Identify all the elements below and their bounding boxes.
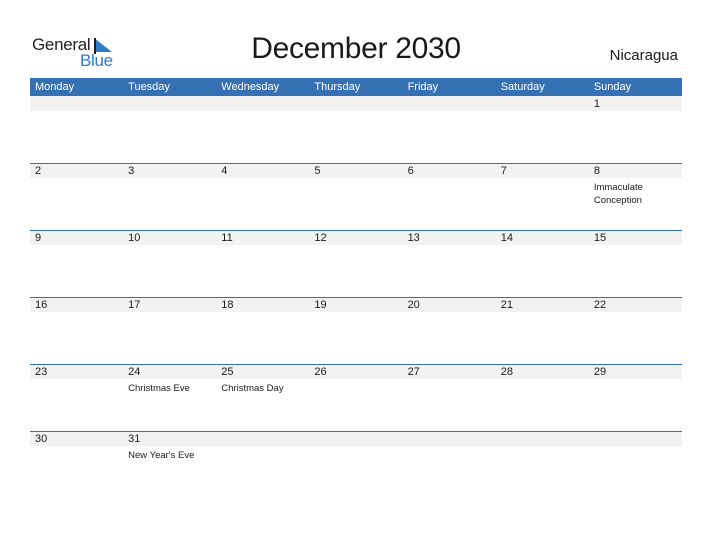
day-number: 19 xyxy=(314,299,327,311)
holiday-label: Christmas Eve xyxy=(128,383,190,394)
day-cell[interactable] xyxy=(589,163,682,230)
day-number: 24 xyxy=(128,366,141,378)
weekday-tuesday: Tuesday xyxy=(128,81,170,93)
holiday-label: Christmas Day xyxy=(221,383,284,394)
day-number: 29 xyxy=(593,366,607,378)
weekday-friday: Friday xyxy=(407,81,439,93)
day-number: 14 xyxy=(500,232,513,244)
day-cell[interactable] xyxy=(309,163,402,230)
day-number: 1 xyxy=(593,98,600,110)
day-cell[interactable] xyxy=(309,364,402,431)
day-number: 28 xyxy=(500,366,513,378)
day-number: 23 xyxy=(35,366,48,378)
weekday-monday: Monday xyxy=(35,81,75,93)
day-number: 22 xyxy=(593,299,607,311)
day-cell[interactable] xyxy=(403,230,496,297)
day-cell[interactable] xyxy=(403,364,496,431)
day-number: 8 xyxy=(593,165,600,177)
day-cell[interactable] xyxy=(123,364,216,431)
day-cell[interactable] xyxy=(216,96,309,163)
day-cell[interactable] xyxy=(123,431,216,498)
weekday-thursday: Thursday xyxy=(314,81,361,93)
day-cell[interactable] xyxy=(309,431,402,498)
week-cells xyxy=(30,163,682,230)
day-cell[interactable] xyxy=(403,297,496,364)
day-cell[interactable] xyxy=(30,163,123,230)
day-cell[interactable] xyxy=(30,431,123,498)
day-number: 25 xyxy=(221,366,234,378)
day-number: 9 xyxy=(35,232,42,244)
day-number: 4 xyxy=(221,165,228,177)
day-number: 17 xyxy=(128,299,141,311)
day-number: 30 xyxy=(35,433,48,445)
week-cells xyxy=(30,96,682,163)
day-number: 7 xyxy=(500,165,507,177)
week-row xyxy=(30,96,682,163)
day-cell[interactable] xyxy=(123,163,216,230)
calendar-title: December 2030 xyxy=(251,32,461,65)
day-cell[interactable] xyxy=(309,297,402,364)
week-cells xyxy=(30,297,682,364)
day-cell[interactable] xyxy=(589,431,682,498)
day-cell[interactable] xyxy=(589,297,682,364)
day-cell[interactable] xyxy=(496,163,589,230)
day-cell[interactable] xyxy=(589,230,682,297)
weekday-wednesday: Wednesday xyxy=(221,81,280,93)
day-cell[interactable] xyxy=(403,163,496,230)
day-number: 10 xyxy=(128,232,141,244)
day-cell[interactable] xyxy=(496,297,589,364)
day-cell[interactable] xyxy=(403,96,496,163)
weekday-sunday: Sunday xyxy=(593,81,632,93)
day-cell[interactable] xyxy=(496,364,589,431)
logo-text-blue: Blue xyxy=(80,51,113,70)
day-cell[interactable] xyxy=(589,96,682,163)
day-cell[interactable] xyxy=(216,230,309,297)
day-number: 18 xyxy=(221,299,234,311)
day-number: 6 xyxy=(407,165,414,177)
day-number: 27 xyxy=(407,366,420,378)
week-row xyxy=(30,297,682,364)
holiday-label: New Year's Eve xyxy=(128,450,195,461)
day-cell[interactable] xyxy=(309,96,402,163)
day-cell[interactable] xyxy=(216,431,309,498)
day-number: 21 xyxy=(500,299,513,311)
day-cell[interactable] xyxy=(30,96,123,163)
week-cells xyxy=(30,364,682,431)
day-number: 16 xyxy=(35,299,48,311)
day-number: 31 xyxy=(128,433,141,445)
day-cell[interactable] xyxy=(496,96,589,163)
day-number: 11 xyxy=(221,232,233,244)
day-number: 2 xyxy=(35,165,42,177)
day-number: 13 xyxy=(407,232,420,244)
logo-text-general: General xyxy=(32,35,91,54)
day-cell[interactable] xyxy=(496,230,589,297)
day-cell[interactable] xyxy=(30,364,123,431)
weekday-saturday: Saturday xyxy=(500,81,545,93)
day-number: 3 xyxy=(128,165,135,177)
day-number: 12 xyxy=(314,232,327,244)
week-row xyxy=(30,230,682,297)
day-cell[interactable] xyxy=(216,297,309,364)
day-cell[interactable] xyxy=(496,431,589,498)
day-cell[interactable] xyxy=(123,96,216,163)
day-number: 5 xyxy=(314,165,321,177)
day-cell[interactable] xyxy=(589,364,682,431)
day-cell[interactable] xyxy=(403,431,496,498)
day-cell[interactable] xyxy=(30,297,123,364)
week-cells xyxy=(30,230,682,297)
country-label: Nicaragua xyxy=(609,47,678,64)
day-number: 15 xyxy=(593,232,607,244)
week-row xyxy=(30,431,682,498)
week-cells xyxy=(30,431,682,498)
week-row xyxy=(30,163,682,230)
holiday-label: Immaculate Conception xyxy=(593,182,643,206)
weekday-header xyxy=(30,78,682,96)
calendar-grid xyxy=(30,78,682,498)
week-row xyxy=(30,364,682,431)
day-cell[interactable] xyxy=(216,163,309,230)
day-cell[interactable] xyxy=(30,230,123,297)
day-number: 26 xyxy=(314,366,327,378)
day-number: 20 xyxy=(407,299,420,311)
day-cell[interactable] xyxy=(123,230,216,297)
day-cell[interactable] xyxy=(309,230,402,297)
day-cell[interactable] xyxy=(216,364,309,431)
day-cell[interactable] xyxy=(123,297,216,364)
weeks-container xyxy=(30,96,682,498)
